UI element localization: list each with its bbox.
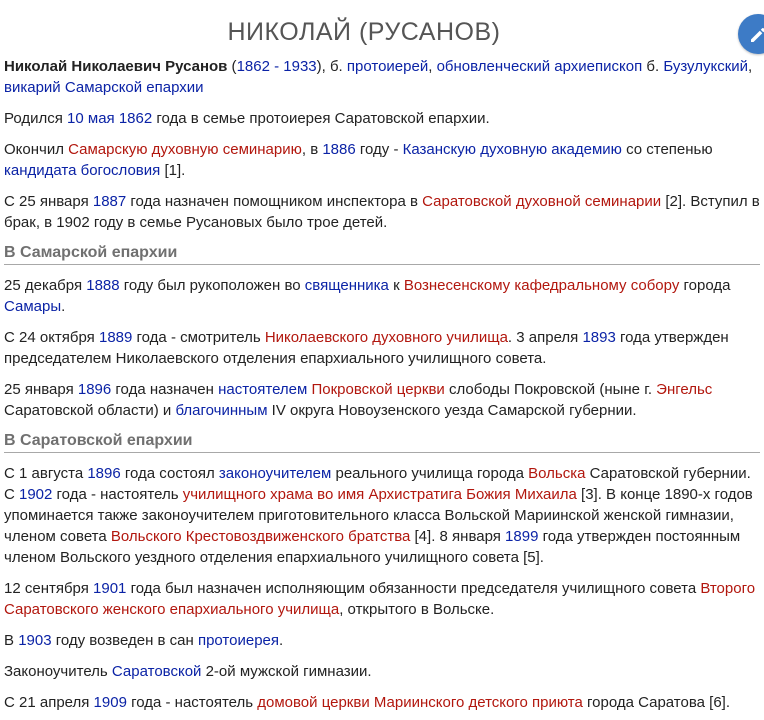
paragraph <box>4 56 760 98</box>
article-link[interactable]: 10 мая 1862 <box>67 110 153 127</box>
text-run: года утвержден постоянным членом Вольского уездного отделения епархиального училищного совета [5]. <box>4 528 741 566</box>
text-run: , <box>748 58 753 75</box>
text-run: ( <box>227 58 237 75</box>
text-run: города <box>679 277 731 294</box>
text-run: году возведен в сан <box>51 632 198 649</box>
text-run: Родился <box>4 110 68 127</box>
text-run: В Саратовской епархии <box>4 432 193 449</box>
article-link[interactable]: 1888 <box>86 277 120 294</box>
article-link[interactable]: Бузулукский <box>663 58 749 75</box>
text-run: [4]. 8 января <box>410 528 506 545</box>
section-heading <box>4 431 760 453</box>
redlink[interactable]: Самарскую духовную семинарию <box>68 141 302 158</box>
text-run: [1]. <box>160 162 186 179</box>
article-link[interactable]: 1889 <box>98 329 133 346</box>
text-run: года в семье протоиерея Саратовской епархии. <box>152 110 490 127</box>
article-link[interactable]: законоучителем <box>218 465 332 482</box>
redlink[interactable]: Энгельс <box>656 381 713 398</box>
text-run: С 24 октября <box>4 329 99 346</box>
article-link[interactable]: благочинным <box>175 402 268 419</box>
text-run: года был назначен исполняющим обязанности председателя училищного совета <box>126 580 701 597</box>
article-link[interactable]: 1896 <box>87 465 121 482</box>
text-run: слободы Покровской (ныне г. <box>444 381 657 398</box>
text-run: году - <box>355 141 403 158</box>
text-run: Окончил <box>4 141 69 158</box>
redlink[interactable]: Вольского Крестовоздвиженского братства <box>110 528 411 545</box>
paragraph <box>4 275 760 317</box>
paragraph <box>4 379 760 421</box>
text-run: [3]. В конце 1890-х годов упоминается также законоучителем приготовительного класса Вольской Мариинской женской гимназии, членом совета <box>4 486 753 545</box>
article-link[interactable]: кандидата богословия <box>4 162 161 179</box>
article-link[interactable]: викарий Самарской епархии <box>4 79 204 96</box>
paragraph <box>4 630 760 651</box>
paragraph <box>4 692 760 713</box>
text-run: года состоял <box>120 465 219 482</box>
text-run: С 1 августа <box>4 465 88 482</box>
redlink[interactable]: Вольска <box>528 465 586 482</box>
text-run: б. <box>642 58 664 75</box>
paragraph <box>4 327 760 369</box>
article-link[interactable]: протоиерея <box>197 632 280 649</box>
paragraph <box>4 463 760 568</box>
article-link[interactable]: Саратовской <box>111 663 202 680</box>
text-run: 25 января <box>4 381 78 398</box>
text-run: [2]. Вступил в брак, в 1902 году в семье Русановых было трое детей. <box>4 193 760 231</box>
article-link[interactable]: обновленческий архиепископ <box>436 58 643 75</box>
text-run: 12 сентября <box>4 580 94 597</box>
article-link[interactable]: Самары <box>4 298 62 315</box>
article-link[interactable]: настоятелем <box>218 381 308 398</box>
redlink[interactable]: Николаевского духовного училища <box>264 329 508 346</box>
article-link[interactable]: 1902 <box>19 486 53 503</box>
text-run: Саратовской области) и <box>4 402 176 419</box>
text-run: Саратовской губернии. С <box>4 465 751 503</box>
edit-button[interactable] <box>738 14 764 54</box>
redlink[interactable]: Второго Саратовского женского епархиального училища <box>4 580 756 618</box>
redlink[interactable]: Покровской церкви <box>311 381 445 398</box>
text-run: С 21 апреля <box>4 694 94 711</box>
section-heading <box>4 243 760 265</box>
article-link[interactable]: 1901 <box>93 580 127 597</box>
article-link[interactable]: священника <box>304 277 389 294</box>
text-run: IV округа Новоузенского уезда Самарской губернии. <box>267 402 637 419</box>
text-run: году был рукоположен во <box>119 277 305 294</box>
text-run: со степенью <box>621 141 713 158</box>
text-run: года - смотритель <box>132 329 265 346</box>
text-run: года - настоятель <box>52 486 183 503</box>
article-link[interactable]: 1886 <box>322 141 356 158</box>
redlink[interactable]: Вознесенскому кафедральному собору <box>403 277 680 294</box>
text-run: года утвержден председателем Николаевского отделения епархиального училищного совета. <box>4 329 729 367</box>
text-run: года назначен помощником инспектора в <box>126 193 423 210</box>
text-run: реального училища города <box>331 465 529 482</box>
text-run: С 25 января <box>4 193 93 210</box>
article-link[interactable]: 1909 <box>93 694 127 711</box>
pencil-icon <box>748 25 764 45</box>
text-run: В <box>4 632 19 649</box>
text-run: 25 декабря <box>4 277 87 294</box>
text-run: города Саратова [6]. <box>582 694 730 711</box>
paragraph <box>4 191 760 233</box>
article-link[interactable]: 1862 - 1933 <box>236 58 317 75</box>
page-title: НИКОЛАЙ (РУСАНОВ) <box>227 18 501 46</box>
text-run: к <box>388 277 404 294</box>
text-run: года назначен <box>111 381 219 398</box>
article-link[interactable]: 1893 <box>582 329 616 346</box>
text-run: 2-ой мужской гимназии. <box>201 663 372 680</box>
article-link[interactable]: протоиерей <box>346 58 429 75</box>
text-run: , в <box>301 141 323 158</box>
text-run: В Самарской епархии <box>4 244 178 261</box>
paragraph <box>4 661 760 682</box>
redlink[interactable]: Саратовской духовной семинарии <box>422 193 662 210</box>
article-link[interactable]: Казанскую духовную академию <box>402 141 622 158</box>
text-run: . <box>279 632 284 649</box>
text-run: . 3 апреля <box>507 329 583 346</box>
article-link[interactable]: 1887 <box>92 193 127 210</box>
paragraph <box>4 108 760 129</box>
text-run: , <box>428 58 437 75</box>
bold-name: Николай Николаевич Русанов <box>4 58 228 75</box>
text-run: ), б. <box>316 58 347 75</box>
article-link[interactable]: 1899 <box>505 528 539 545</box>
paragraph <box>4 139 760 181</box>
article-link[interactable]: 1896 <box>77 381 112 398</box>
paragraph <box>4 578 760 620</box>
text-run: , открытого в Вольске. <box>339 601 495 618</box>
text-run: Законоучитель <box>4 663 112 680</box>
redlink[interactable]: домовой церкви Мариинского детского приюта <box>257 694 583 711</box>
text-run: . <box>61 298 66 315</box>
article-content <box>4 56 760 720</box>
redlink[interactable]: училищного храма во имя Архистратига Божия Михаила <box>182 486 577 503</box>
article-link[interactable]: 1903 <box>18 632 52 649</box>
text-run: года - настоятель <box>126 694 258 711</box>
